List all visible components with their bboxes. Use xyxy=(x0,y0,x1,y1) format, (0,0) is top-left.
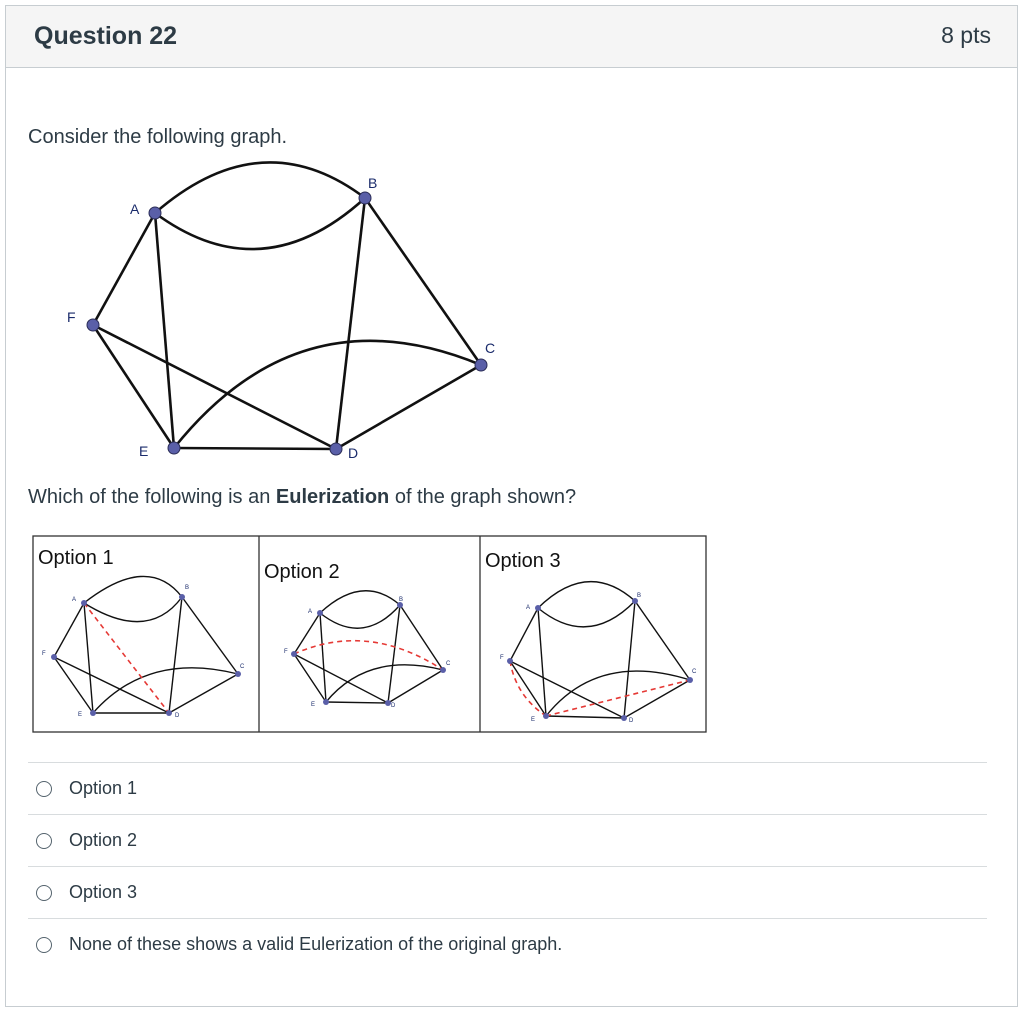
vertex-a xyxy=(149,207,161,219)
svg-text:D: D xyxy=(391,703,396,709)
svg-text:A: A xyxy=(72,597,77,603)
svg-text:A: A xyxy=(308,609,313,615)
svg-text:F: F xyxy=(42,651,46,657)
vertex-c xyxy=(475,359,487,371)
option-3-figure-label: Option 3 xyxy=(485,550,561,572)
answer-label: Option 1 xyxy=(69,778,138,798)
edge-a-e xyxy=(155,213,174,448)
svg-text:B: B xyxy=(185,585,190,591)
edge-a-b-upper xyxy=(155,162,365,213)
answer-option-2[interactable] xyxy=(28,814,987,866)
prompt-bold-term: Eulerization xyxy=(275,486,390,508)
answer-list xyxy=(28,762,987,970)
svg-text:B: B xyxy=(399,597,404,603)
prompt-text-before: Which of the following is an xyxy=(28,486,276,508)
prompt-text-after: of the graph shown? xyxy=(389,486,577,508)
svg-text:D: D xyxy=(629,718,634,724)
prompt-text: Consider the following graph. xyxy=(28,126,288,148)
options-figure-table xyxy=(28,531,710,735)
answer-option-3[interactable] xyxy=(28,866,987,918)
svg-text:F: F xyxy=(284,649,288,655)
answer-label: Option 2 xyxy=(69,830,138,850)
edge-f-e xyxy=(93,325,174,448)
option-2-figure-label: Option 2 xyxy=(264,561,340,583)
eulerization-question xyxy=(28,486,576,509)
svg-text:A: A xyxy=(526,605,531,611)
answer-option-none[interactable] xyxy=(28,918,987,970)
svg-text:D: D xyxy=(175,713,180,719)
vertex-label-e: E xyxy=(139,443,149,459)
svg-text:E: E xyxy=(531,717,536,723)
radio-option-none[interactable] xyxy=(36,937,52,953)
option-1-figure-label: Option 1 xyxy=(38,547,114,569)
edge-f-d xyxy=(93,325,336,449)
radio-option-3[interactable] xyxy=(36,885,52,901)
svg-text:F: F xyxy=(500,655,504,661)
question-title: Question 22 xyxy=(34,22,178,50)
edge-e-c-arc xyxy=(174,341,481,448)
edge-a-f xyxy=(93,213,155,325)
answer-option-1[interactable] xyxy=(28,762,987,814)
question-points: 8 pts xyxy=(941,22,991,48)
edge-e-d xyxy=(174,448,336,449)
edge-a-b-lower xyxy=(155,198,365,249)
vertex-f xyxy=(87,319,99,331)
vertex-label-f: F xyxy=(67,309,76,325)
radio-option-1[interactable] xyxy=(36,781,52,797)
vertex-e xyxy=(168,442,180,454)
svg-text:E: E xyxy=(311,702,316,708)
main-graph xyxy=(0,0,1024,480)
answer-label: None of these shows a valid Eulerization of the original graph. xyxy=(69,934,563,954)
radio-option-2[interactable] xyxy=(36,833,52,849)
vertex-label-a: A xyxy=(130,201,140,217)
answer-label: Option 3 xyxy=(69,882,138,902)
svg-text:C: C xyxy=(240,664,245,670)
vertex-label-d: D xyxy=(348,445,359,461)
vertex-d xyxy=(330,443,342,455)
svg-text:C: C xyxy=(692,669,697,675)
svg-text:E: E xyxy=(78,712,83,718)
svg-text:B: B xyxy=(637,593,642,599)
vertex-label-b: B xyxy=(368,175,378,191)
edge-b-d xyxy=(336,198,365,449)
edge-d-c xyxy=(336,365,481,449)
svg-text:C: C xyxy=(446,661,451,667)
vertex-b xyxy=(359,192,371,204)
vertex-label-c: C xyxy=(485,340,496,356)
